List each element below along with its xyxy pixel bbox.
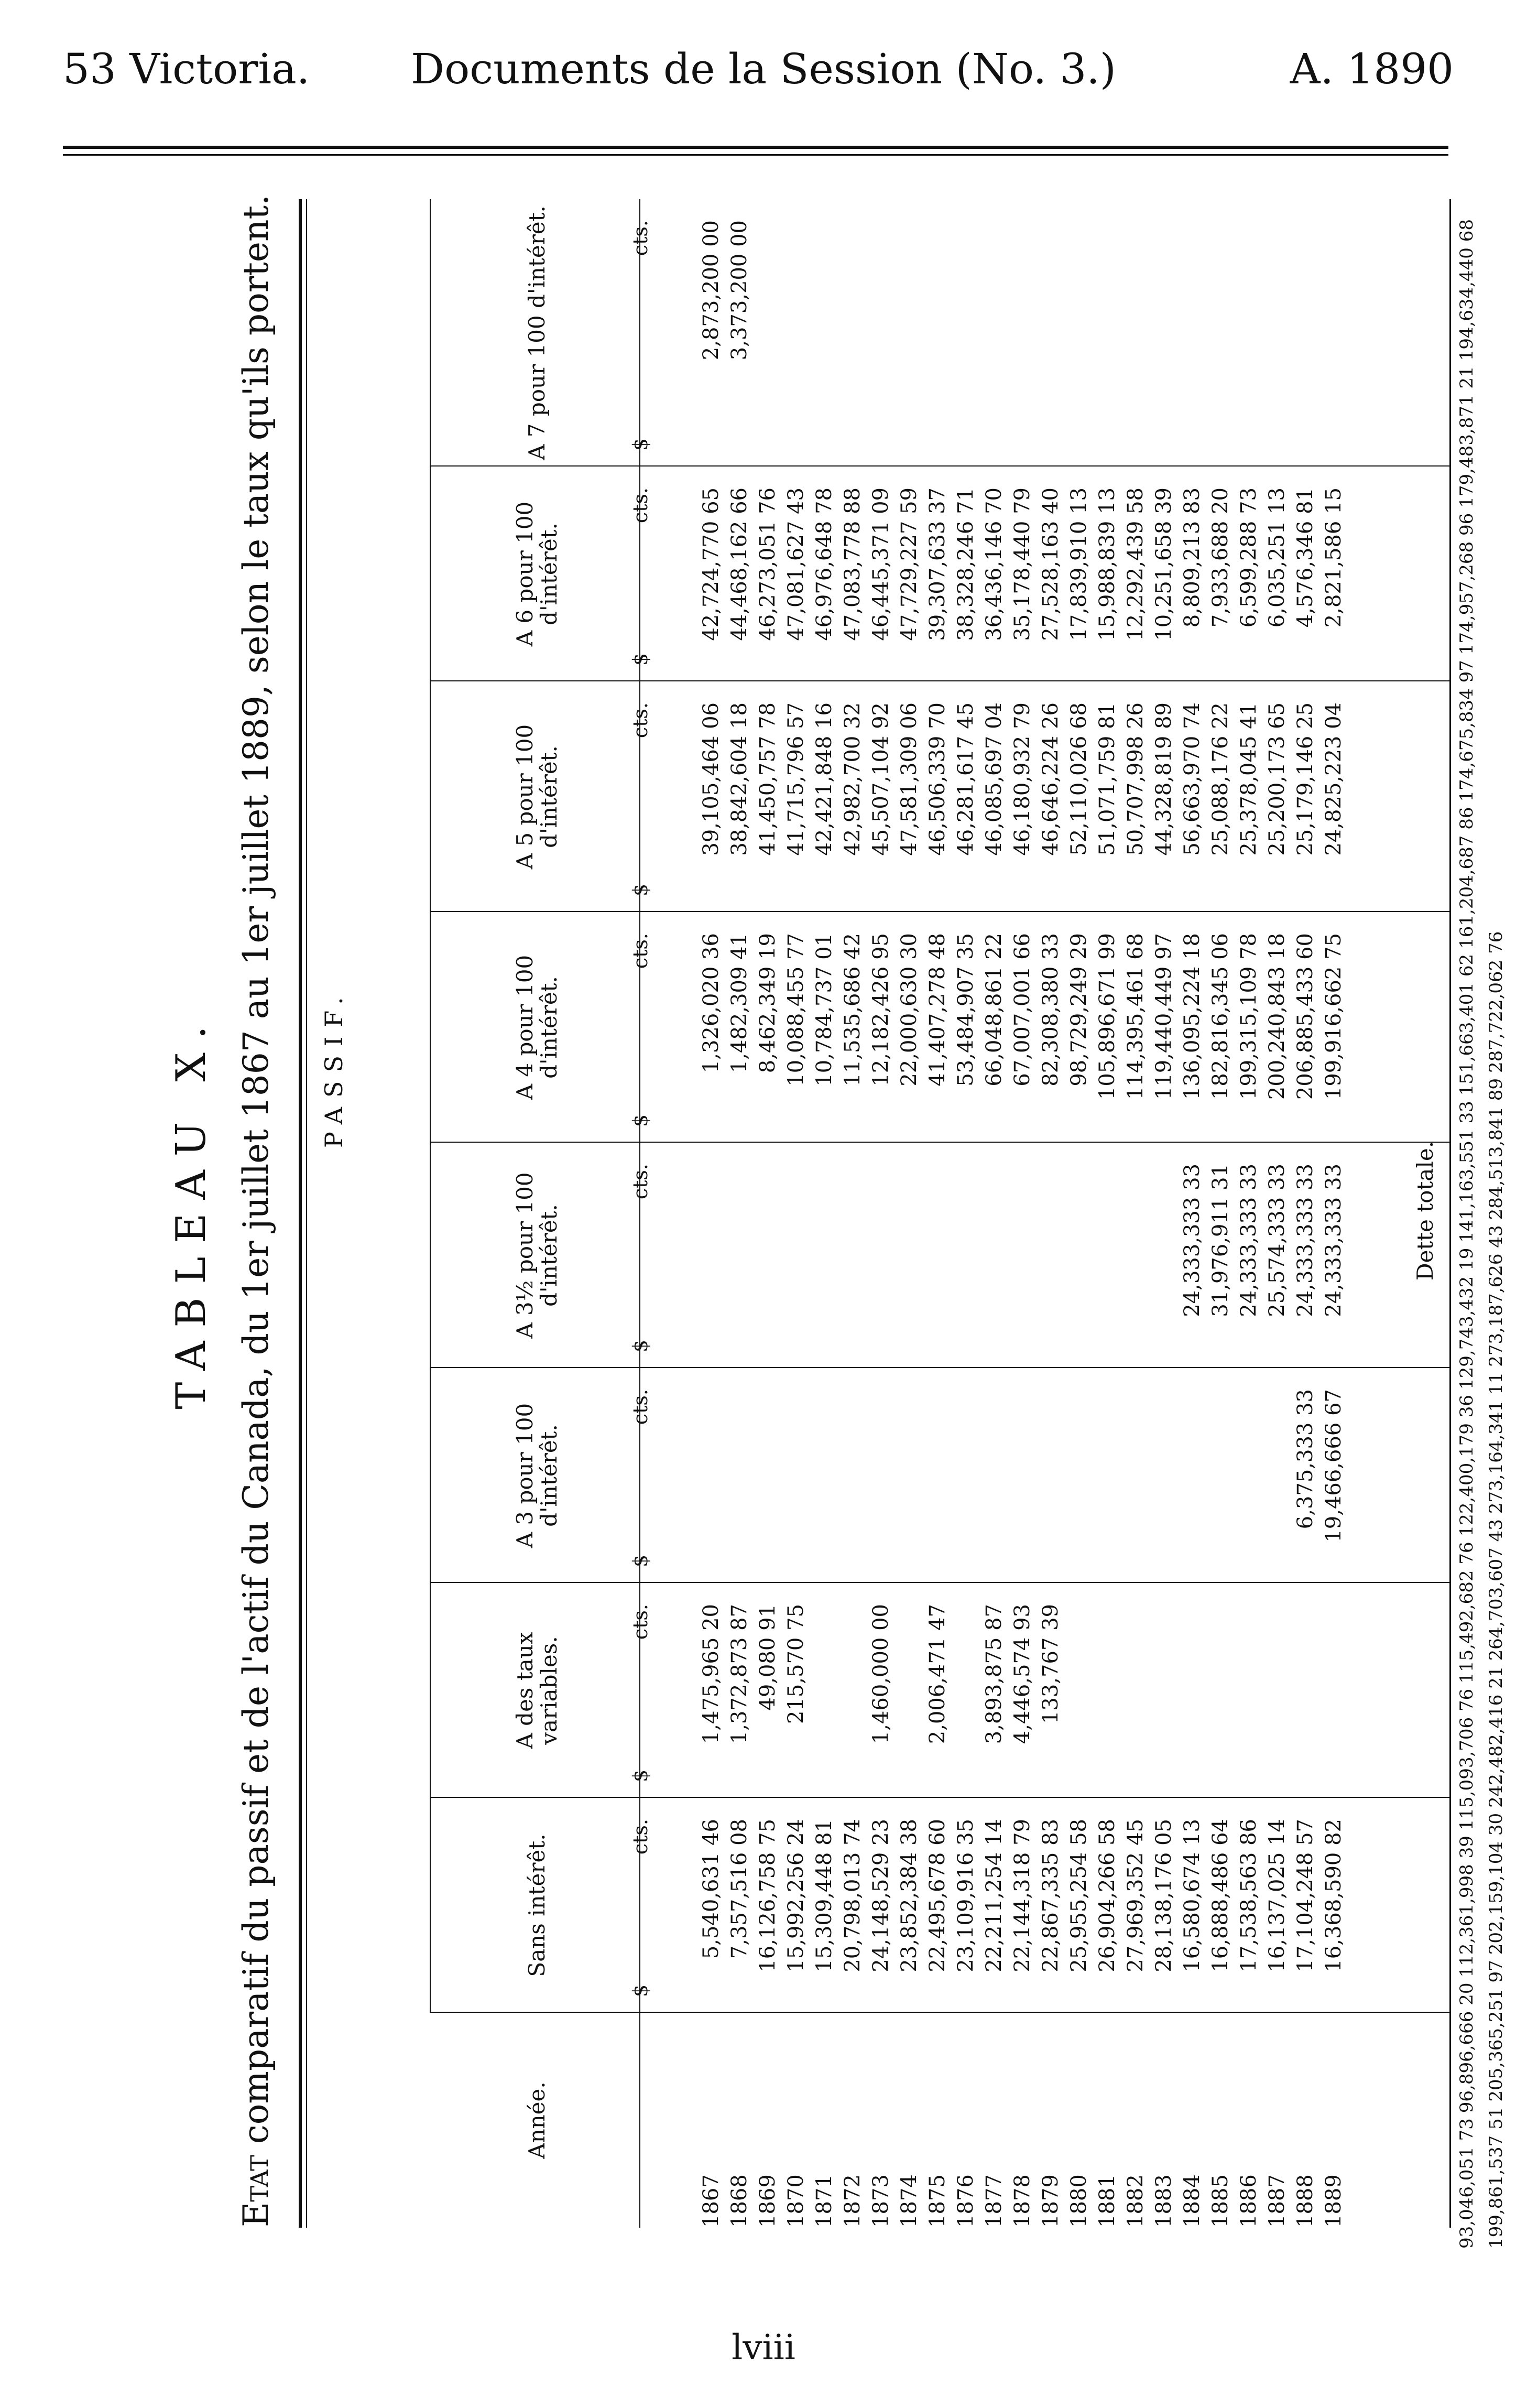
header-session-left: 53 Victoria. xyxy=(63,45,310,93)
col-variables xyxy=(697,1604,1348,1782)
value-cell: 1,482,309 41 xyxy=(727,933,751,1073)
table-title: TABLEAU X. xyxy=(168,1012,215,1409)
value-cell: 17,538,563 86 xyxy=(1237,1819,1261,1972)
col-3pct xyxy=(697,1389,1348,1567)
total-cell: 115,093,706 76 xyxy=(1456,1688,1477,1831)
value-cell: 24,333,333 33 xyxy=(1322,1164,1346,1317)
value-cell xyxy=(1263,1604,1291,1782)
value-cell: 31,976,911 31 xyxy=(1208,1164,1232,1317)
value-cell: 3,373,200 00 xyxy=(727,220,751,361)
total-cell: 115,492,682 76 xyxy=(1456,1542,1477,1684)
total-cell: 194,634,440 68 xyxy=(1456,219,1477,361)
value-cell: 22,000,630 30 xyxy=(897,933,921,1087)
total-cell: 112,361,998 39 xyxy=(1456,1836,1477,1978)
value-cell xyxy=(1121,1604,1150,1782)
value-cell xyxy=(725,1164,754,1352)
rotated-table-region xyxy=(73,173,1462,2249)
value-cell xyxy=(1037,1389,1065,1567)
header-year: A. 1890 xyxy=(1290,45,1454,93)
total-cell: 273,164,341 11 xyxy=(1486,1372,1507,1514)
value-cell: 28,138,176 05 xyxy=(1152,1819,1176,1972)
total-cell: 96,896,666 20 xyxy=(1456,1982,1477,2113)
value-cell xyxy=(980,1389,1008,1567)
value-cell xyxy=(1150,1389,1178,1567)
value-cell: 27,969,352 45 xyxy=(1124,1819,1148,1972)
value-cell: 2,873,200 00 xyxy=(699,220,723,361)
col-head-3pct: A 3 pour 100 d'intérêt. xyxy=(511,1403,562,1548)
value-cell xyxy=(1235,1389,1263,1567)
year-column xyxy=(697,2174,1348,2228)
value-cell: 24,148,529 23 xyxy=(869,1819,893,1972)
total-cell: 174,675,834 97 xyxy=(1456,660,1477,802)
value-cell: 215,570 75 xyxy=(784,1604,808,1724)
year-cell: 1874 xyxy=(897,2174,921,2228)
value-cell: 15,309,448 81 xyxy=(812,1819,836,1972)
year-cell: 1888 xyxy=(1293,2174,1317,2228)
value-cell: 12,292,439 58 xyxy=(1124,487,1148,641)
value-cell: 6,375,333 33 xyxy=(1293,1389,1317,1530)
page-number: lviii xyxy=(732,2327,795,2368)
year-cell: 1876 xyxy=(954,2174,978,2228)
value-cell xyxy=(697,1389,725,1567)
value-cell: 17,839,910 13 xyxy=(1067,487,1091,641)
table-top-rule xyxy=(299,199,302,2228)
year-cell: 1868 xyxy=(727,2174,751,2228)
total-cell: 284,513,841 89 xyxy=(1486,1078,1507,1220)
value-cell: 4,446,574 93 xyxy=(1010,1604,1034,1744)
value-cell: 41,715,796 57 xyxy=(784,702,808,856)
value-cell: 2,006,471 47 xyxy=(925,1604,950,1744)
value-cell: 22,867,335 83 xyxy=(1039,1819,1063,1972)
rotated-total-region xyxy=(1404,173,1527,2249)
value-cell: 7,933,688 20 xyxy=(1208,487,1232,628)
value-cell: 39,307,633 37 xyxy=(925,487,950,641)
value-cell: 47,083,778 88 xyxy=(841,487,865,641)
value-cell xyxy=(1065,1604,1093,1782)
value-cell: 41,450,757 78 xyxy=(756,702,780,856)
value-cell: 50,707,998 26 xyxy=(1124,702,1148,856)
value-cell: 25,200,173 65 xyxy=(1265,702,1289,856)
value-cell: 27,528,163 40 xyxy=(1039,487,1063,641)
value-cell: 24,333,333 33 xyxy=(1237,1164,1261,1317)
value-cell xyxy=(1263,1389,1291,1567)
total-cell: 199,861,537 51 xyxy=(1486,2107,1507,2249)
value-cell: 36,436,146 70 xyxy=(982,487,1006,641)
rotated-content xyxy=(73,173,1462,2249)
value-cell: 200,240,843 18 xyxy=(1265,933,1289,1100)
year-cell: 1882 xyxy=(1124,2174,1148,2228)
col-head-7pct: A 7 pour 100 d'intérêt. xyxy=(523,205,550,460)
value-cell xyxy=(1178,1389,1206,1567)
col-head-totale: Dette totale. xyxy=(1412,1141,1438,1281)
value-cell: 1,460,000 00 xyxy=(869,1604,893,1744)
value-cell: 42,421,848 16 xyxy=(812,702,836,856)
value-cell xyxy=(1037,1164,1065,1352)
value-cell xyxy=(1093,1389,1121,1567)
col-head-sans-interet: Sans intérêt. xyxy=(523,1834,550,1977)
value-cell: 25,955,254 58 xyxy=(1067,1819,1091,1972)
col-head-annee: Année. xyxy=(523,2081,550,2159)
value-cell: 105,896,671 99 xyxy=(1095,933,1119,1100)
value-cell xyxy=(1206,220,1235,451)
total-cell: 242,482,416 21 xyxy=(1486,1666,1507,1808)
value-cell: 10,088,455 77 xyxy=(784,933,808,1087)
value-cell: 2,821,586 15 xyxy=(1322,487,1346,628)
value-cell: 45,507,104 92 xyxy=(869,702,893,856)
value-cell: 114,395,461 68 xyxy=(1124,933,1148,1100)
value-cell xyxy=(980,1164,1008,1352)
value-cell: 46,445,371 09 xyxy=(869,487,893,641)
col-7pct xyxy=(697,220,1348,451)
value-cell xyxy=(1319,1604,1348,1782)
col-4pct xyxy=(697,933,1348,1127)
value-cell: 22,495,678 60 xyxy=(925,1819,950,1972)
value-cell: 24,825,223 04 xyxy=(1322,702,1346,856)
total-cell: 264,703,607 43 xyxy=(1486,1519,1507,1661)
value-cell xyxy=(810,1604,838,1782)
value-cell xyxy=(754,220,782,451)
value-cell xyxy=(1206,1389,1235,1567)
value-cell: 24,333,333 33 xyxy=(1293,1164,1317,1317)
value-cell: 23,852,384 38 xyxy=(897,1819,921,1972)
value-cell xyxy=(1178,220,1206,451)
value-cell xyxy=(1093,1164,1121,1352)
value-cell xyxy=(810,1389,838,1567)
value-cell: 46,976,648 78 xyxy=(812,487,836,641)
value-cell: 47,581,309 06 xyxy=(897,702,921,856)
value-cell: 12,182,426 95 xyxy=(869,933,893,1087)
value-cell: 16,888,486 64 xyxy=(1208,1819,1232,1972)
col-head-6pct: A 6 pour 100 d'intérêt. xyxy=(511,501,562,647)
value-cell xyxy=(867,220,895,451)
value-cell: 136,095,224 18 xyxy=(1180,933,1204,1100)
value-cell xyxy=(952,1604,980,1782)
value-cell xyxy=(782,1389,810,1567)
value-cell xyxy=(782,220,810,451)
value-cell: 38,328,246 71 xyxy=(954,487,978,641)
value-cell: 82,308,380 33 xyxy=(1039,933,1063,1087)
year-cell: 1867 xyxy=(699,2174,723,2228)
value-cell: 24,333,333 33 xyxy=(1180,1164,1204,1317)
total-cell: 161,204,687 86 xyxy=(1456,807,1477,949)
value-cell: 8,809,213 83 xyxy=(1180,487,1204,628)
passif-underline xyxy=(430,199,431,2013)
value-cell xyxy=(952,220,980,451)
value-cell: 7,357,516 08 xyxy=(727,1819,751,1959)
value-cell xyxy=(1150,1604,1178,1782)
value-cell: 52,110,026 68 xyxy=(1067,702,1091,856)
value-cell xyxy=(1065,1164,1093,1352)
value-cell xyxy=(838,220,867,451)
value-cell: 46,281,617 45 xyxy=(954,702,978,856)
col-totale xyxy=(1452,173,1510,2249)
year-cell: 1877 xyxy=(982,2174,1006,2228)
year-cell: 1873 xyxy=(869,2174,893,2228)
col-5pct xyxy=(697,702,1348,896)
subtitle-text: comparatif du passif et de l'actif du Canada, du 1er juillet 1867 au 1er juillet 1889, selon le taux qu'ils portent. xyxy=(236,194,276,2155)
value-cell: 4,576,346 81 xyxy=(1293,487,1317,628)
value-cell: 16,137,025 14 xyxy=(1265,1819,1289,1972)
header-documents: Documents de la Session (No. 3.) xyxy=(410,45,1116,93)
value-cell xyxy=(980,220,1008,451)
total-cell: 205,365,251 97 xyxy=(1486,1960,1507,2102)
value-cell xyxy=(1008,220,1037,451)
value-cell: 25,574,333 33 xyxy=(1265,1164,1289,1317)
year-cell: 1889 xyxy=(1322,2174,1346,2228)
value-cell: 16,126,758 75 xyxy=(756,1819,780,1972)
col-head-3half-pct: A 3½ pour 100 d'intérêt. xyxy=(511,1172,562,1339)
value-cell xyxy=(895,1389,923,1567)
year-cell: 1870 xyxy=(784,2174,808,2228)
value-cell: 49,080 91 xyxy=(756,1604,780,1711)
value-cell xyxy=(1008,1164,1037,1352)
value-cell xyxy=(1178,1604,1206,1782)
value-cell: 25,088,176 22 xyxy=(1208,702,1232,856)
value-cell xyxy=(810,220,838,451)
value-cell: 56,663,970 74 xyxy=(1180,702,1204,856)
value-cell: 46,273,051 76 xyxy=(756,487,780,641)
year-cell: 1871 xyxy=(812,2174,836,2228)
value-cell: 46,506,339 70 xyxy=(925,702,950,856)
value-cell xyxy=(1235,220,1263,451)
value-cell xyxy=(1065,1389,1093,1567)
value-cell: 67,007,001 66 xyxy=(1010,933,1034,1087)
value-cell: 53,484,907 35 xyxy=(954,933,978,1087)
value-cell xyxy=(810,1164,838,1352)
total-cell: 174,957,268 96 xyxy=(1456,513,1477,655)
value-cell xyxy=(1121,220,1150,451)
year-cell: 1885 xyxy=(1208,2174,1232,2228)
value-cell xyxy=(838,1164,867,1352)
value-cell xyxy=(1150,220,1178,451)
value-cell: 5,540,631 46 xyxy=(699,1819,723,1959)
year-cell: 1880 xyxy=(1067,2174,1091,2228)
year-cell: 1875 xyxy=(925,2174,950,2228)
value-cell: 1,475,965 20 xyxy=(699,1604,723,1744)
value-cell xyxy=(1206,1604,1235,1782)
total-cell: 273,187,626 43 xyxy=(1486,1225,1507,1367)
value-cell: 10,784,737 01 xyxy=(812,933,836,1087)
value-cell: 15,988,839 13 xyxy=(1095,487,1119,641)
value-cell xyxy=(952,1164,980,1352)
value-cell xyxy=(782,1164,810,1352)
value-cell: 35,178,440 79 xyxy=(1010,487,1034,641)
value-cell: 44,468,162 66 xyxy=(727,487,751,641)
value-cell xyxy=(754,1164,782,1352)
total-cell: 179,483,871 21 xyxy=(1456,366,1477,508)
year-cell: 1884 xyxy=(1180,2174,1204,2228)
col-3half-pct xyxy=(697,1164,1348,1352)
table-subtitle xyxy=(236,173,276,2249)
value-cell xyxy=(1121,1164,1150,1352)
col-head-variables: A des taux variables. xyxy=(511,1632,562,1749)
liabilities-table: PASSIF. Année. Sans intérêt. A des taux variables. A 3 pour 100 d'intérêt. A 3½ pour 100 d'intérêt. A 4 pour 100 d'intérêt. A 5 pour 100 d'intérêt. A 6 pour 100 d'intérêt. A 7 pour 100 d'intérêt. $ cts. $ cts. $ cts. $ cts. $ cts. $ cts. $ cts. $ cts. 1867 1868 1869 1870 1871 1872 1873 1874 1875 1876 1877 1878 1879 1880 1881 1882 1883 1884 1885 1886 1887 1888 1889 5,540,631 46 7,357,516 08 16,126,758 75 15,992,256 24 15,309,448 81 20,798,013 74 24,148,529 23 23,852,384 38 22,495,678 60 23,109,916 35 22,211,254 14 22,144,318 79 22,867,335 83 25,955,254 58 26,904,266 58 27,969,352 45 28,138,176 05 16,580,674 13 16,888,486 64 17,538,563 86 16,137,025 14 17,104,248 57 16,368,590 82 1,475,965 20 1,372,873 87 49,080 91 215,570 75 1,460,000 00 2,006,471 47 3,893,875 87 4,446,574 93 133,767 39 6,375,333 33 19,466,666 67 24,333,333 33 31,976,911 31 24,333,333 33 25,574,333 33 24,333,333 33 24,333,333 33 1,326,020 36 1,482,309 41 8,462,349 19 10,088,455 77 10,784,737 01 11,535,686 42 12,182,426 95 22,000,630 30 41,407,278 48 53,484,907 35 66,048,861 22 67,007,001 66 82,308,380 33 98,729,249 29 105,896,671 99 114,395,461 68 119,440,449 97 136,095,224 18 182,816,345 06 199,315,109 78 200,240,843 18 206,885,433 60 199,916,662 75 39,105,464 06 38,842,604 18 41,450,757 78 41,715,796 57 42,421,848 16 42,982,700 32 45,507,104 92 47,581,309 06 46,506,339 70 46,281,617 45 46,085,697 04 46,180,932 79 46,646,224 26 52,110,026 68 51,071,759 81 50,707,998 26 44,328,819 89 56,663,970 74 25,088,176 22 25,378,045 41 25,200,173 65 25,179,146 25 24,825,223 04 42,724,770 65 44,468,162 66 46,273,051 76 47,081,627 43 46,976,648 78 47,083,778 88 46,445,371 09 47,729,227 59 39,307,633 37 38,328,246 71 36,436,146 70 35,178,440 79 27,528,163 40 17,839,910 13 15,988,839 13 12,292,439 58 10,251,658 39 8,809,213 83 7,933,688 20 6,599,288 73 6,035,251 13 4,576,346 81 2,821,586 15 2,873,200 00 3,373,200 00 xyxy=(299,199,1452,2228)
value-cell: 3,893,875 87 xyxy=(982,1604,1006,1744)
year-cell: 1872 xyxy=(841,2174,865,2228)
value-cell xyxy=(1263,220,1291,451)
table-top-rule-thin xyxy=(306,199,307,2228)
value-cell xyxy=(838,1604,867,1782)
value-cell xyxy=(1093,220,1121,451)
year-cell: 1887 xyxy=(1265,2174,1289,2228)
value-cell: 133,767 39 xyxy=(1039,1604,1063,1724)
value-cell: 11,535,686 42 xyxy=(841,933,865,1087)
value-cell: 206,885,433 60 xyxy=(1293,933,1317,1100)
value-cell: 44,328,819 89 xyxy=(1152,702,1176,856)
value-cell: 22,211,254 14 xyxy=(982,1819,1006,1972)
value-cell: 51,071,759 81 xyxy=(1095,702,1119,856)
value-cell xyxy=(895,1164,923,1352)
year-cell: 1883 xyxy=(1152,2174,1176,2228)
value-cell: 16,580,674 13 xyxy=(1180,1819,1204,1972)
value-cell: 41,407,278 48 xyxy=(925,933,950,1087)
year-cell: 1869 xyxy=(756,2174,780,2228)
col-6pct xyxy=(697,487,1348,666)
value-cell: 6,599,288 73 xyxy=(1237,487,1261,628)
value-cell: 42,982,700 32 xyxy=(841,702,865,856)
value-cell: 38,842,604 18 xyxy=(727,702,751,856)
value-cell xyxy=(754,1389,782,1567)
total-cell: 287,722,062 76 xyxy=(1486,931,1507,1073)
total-cell: 151,663,401 62 xyxy=(1456,953,1477,1096)
value-cell: 98,729,249 29 xyxy=(1067,933,1091,1087)
value-cell xyxy=(923,1389,952,1567)
value-cell: 47,729,227 59 xyxy=(897,487,921,641)
total-cell: 93,046,051 73 xyxy=(1456,2118,1477,2249)
value-cell: 47,081,627 43 xyxy=(784,487,808,641)
value-cell: 1,326,020 36 xyxy=(699,933,723,1073)
value-cell: 46,180,932 79 xyxy=(1010,702,1034,856)
total-cell: 122,400,179 36 xyxy=(1456,1395,1477,1537)
col-head-4pct: A 4 pour 100 d'intérêt. xyxy=(511,954,562,1100)
value-cell xyxy=(1291,220,1319,451)
value-cell xyxy=(1319,220,1348,451)
value-cell: 20,798,013 74 xyxy=(841,1819,865,1972)
year-cell: 1879 xyxy=(1039,2174,1063,2228)
value-cell xyxy=(697,1164,725,1352)
section-passif: PASSIF. xyxy=(320,988,348,1148)
value-cell: 42,724,770 65 xyxy=(699,487,723,641)
value-cell: 17,104,248 57 xyxy=(1293,1819,1317,1972)
value-cell: 199,315,109 78 xyxy=(1237,933,1261,1100)
value-cell: 39,105,464 06 xyxy=(699,702,723,856)
value-cell: 199,916,662 75 xyxy=(1322,933,1346,1100)
value-cell xyxy=(867,1389,895,1567)
value-cell: 182,816,345 06 xyxy=(1208,933,1232,1100)
value-cell xyxy=(923,1164,952,1352)
total-cell: 141,163,551 33 xyxy=(1456,1101,1477,1243)
total-cell: 129,743,432 19 xyxy=(1456,1248,1477,1390)
subtitle-lead: Etat xyxy=(236,2155,276,2227)
value-cell: 66,048,861 22 xyxy=(982,933,1006,1087)
value-cell xyxy=(923,220,952,451)
value-cell: 26,904,266 58 xyxy=(1095,1819,1119,1972)
rotated-total-content xyxy=(1404,173,1527,2249)
value-cell: 46,646,224 26 xyxy=(1039,702,1063,856)
value-cell: 16,368,590 82 xyxy=(1322,1819,1346,1972)
value-cell xyxy=(1008,1389,1037,1567)
value-cell: 6,035,251 13 xyxy=(1265,487,1289,628)
year-cell: 1881 xyxy=(1095,2174,1119,2228)
value-cell: 22,144,318 79 xyxy=(1010,1819,1034,1972)
value-cell: 119,440,449 97 xyxy=(1152,933,1176,1100)
value-cell xyxy=(1121,1389,1150,1567)
header-rule xyxy=(63,146,1448,149)
value-cell: 15,992,256 24 xyxy=(784,1819,808,1972)
value-cell: 46,085,697 04 xyxy=(982,702,1006,856)
value-cell xyxy=(1150,1164,1178,1352)
value-cell: 25,179,146 25 xyxy=(1293,702,1317,856)
value-cell: 23,109,916 35 xyxy=(954,1819,978,1972)
value-cell xyxy=(1065,220,1093,451)
col-sans-interet xyxy=(697,1819,1348,1997)
value-cell: 25,378,045 41 xyxy=(1237,702,1261,856)
value-cell: 10,251,658 39 xyxy=(1152,487,1176,641)
value-cell: 8,462,349 19 xyxy=(756,933,780,1073)
value-cell xyxy=(867,1164,895,1352)
value-cell xyxy=(725,1389,754,1567)
value-cell xyxy=(952,1389,980,1567)
value-cell xyxy=(1037,220,1065,451)
year-cell: 1886 xyxy=(1237,2174,1261,2228)
header-rule-thin xyxy=(63,154,1448,156)
total-cell: 202,159,104 30 xyxy=(1486,1813,1507,1955)
value-cell: 19,466,666 67 xyxy=(1322,1389,1346,1543)
value-cell xyxy=(838,1389,867,1567)
value-cell xyxy=(1235,1604,1263,1782)
value-cell: 1,372,873 87 xyxy=(727,1604,751,1744)
value-cell xyxy=(895,220,923,451)
value-cell xyxy=(1093,1604,1121,1782)
value-cell xyxy=(1291,1604,1319,1782)
col-head-5pct: A 5 pour 100 d'intérêt. xyxy=(511,724,562,870)
year-cell: 1878 xyxy=(1010,2174,1034,2228)
value-cell xyxy=(895,1604,923,1782)
